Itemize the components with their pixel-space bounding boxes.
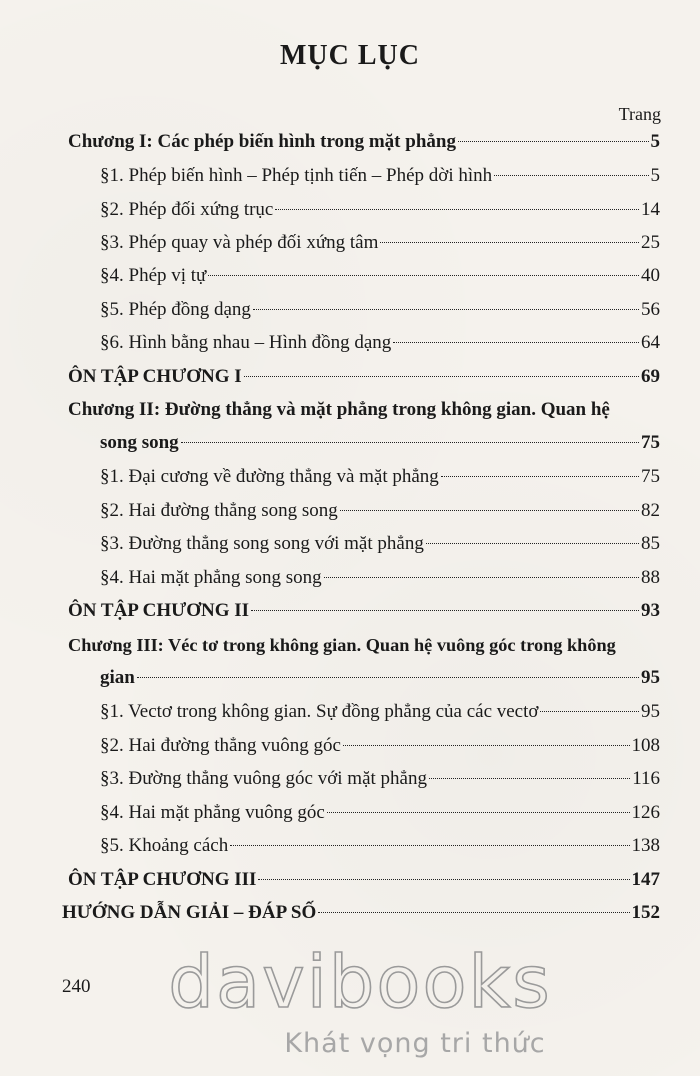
toc-entry-page: 75 (641, 466, 660, 487)
toc-entry-page: 88 (641, 567, 660, 588)
toc-entry-label: §5. Phép đồng dạng (100, 299, 251, 320)
toc-review-3 (68, 868, 660, 892)
toc-entry-label: §4. Phép vị tự (100, 265, 207, 286)
toc-chapter-2 (100, 431, 660, 455)
toc-entry-page: 108 (631, 735, 660, 756)
page-number: 240 (62, 976, 91, 997)
toc-entry-label: ÔN TẬP CHƯƠNG I (68, 366, 242, 387)
toc-entry-page: 85 (641, 533, 660, 554)
toc-entry-label: §4. Hai mặt phẳng song song (100, 567, 322, 588)
toc-entry-page: 116 (632, 768, 660, 789)
leader-dots (458, 141, 649, 142)
toc-entry-label: gian (100, 667, 135, 688)
toc-entry-page: 126 (631, 802, 660, 823)
toc-section (100, 231, 660, 255)
toc-entry-page: 93 (641, 600, 660, 621)
toc-review-2 (68, 599, 660, 623)
toc-entry-page: 5 (650, 131, 660, 152)
watermark-brand: davibooks (168, 940, 552, 1024)
toc-entry-page: 69 (641, 366, 660, 387)
leader-dots (258, 879, 629, 880)
toc-entry-page: 5 (650, 165, 660, 186)
toc-entry-label: Chương I: Các phép biến hình trong mặt phẳng (68, 131, 456, 152)
toc-entry-label: §6. Hình bằng nhau – Hình đồng dạng (100, 332, 392, 353)
toc-chapter-3-title: Chương III: Véc tơ trong không gian. Quan hệ vuông góc trong không (68, 635, 616, 655)
toc-entry-page: 40 (641, 265, 660, 286)
toc-section (100, 834, 660, 858)
toc-section (100, 264, 660, 288)
watermark-tagline: Khát vọng tri thức (284, 1028, 546, 1059)
toc-review-1 (68, 365, 660, 389)
toc-section (100, 298, 660, 322)
toc-chapter-2-title: Chương II: Đường thẳng và mặt phẳng trong không gian. Quan hệ (68, 399, 610, 420)
toc-entry-label: song song (100, 432, 179, 453)
toc-entry-page: 75 (641, 432, 660, 453)
leader-dots (137, 677, 639, 678)
toc-section (100, 700, 660, 724)
toc-entry-page: 95 (641, 667, 660, 688)
toc-chapter-3 (100, 666, 660, 690)
toc-entry-label: §2. Hai đường thẳng vuông góc (100, 735, 341, 756)
leader-dots (494, 175, 648, 176)
leader-dots (343, 745, 630, 746)
leader-dots (318, 912, 629, 913)
toc-section (100, 465, 660, 489)
toc-entry-page: 95 (641, 701, 660, 722)
leader-dots (380, 242, 639, 243)
page-title: MỤC LỤC (280, 40, 420, 71)
toc-section (100, 801, 660, 825)
leader-dots (230, 845, 629, 846)
toc-entry-label: ÔN TẬP CHƯƠNG III (68, 869, 257, 890)
leader-dots (244, 376, 639, 377)
toc-entry-page: 147 (631, 869, 660, 890)
toc-entry-label: §1. Vectơ trong không gian. Sự đồng phẳng của các vectơ (100, 701, 539, 722)
toc-chapter-1 (68, 130, 660, 154)
toc-entry-label: HƯỚNG DẪN GIẢI – ĐÁP SỐ (62, 902, 317, 923)
toc-section (100, 532, 660, 556)
toc-entry-label: §3. Phép quay và phép đối xứng tâm (100, 232, 379, 253)
leader-dots (429, 778, 630, 779)
toc-section (100, 164, 660, 188)
leader-dots (540, 711, 639, 712)
toc-section (100, 566, 660, 590)
toc-entry-page: 152 (631, 902, 660, 923)
leader-dots (393, 342, 639, 343)
toc-entry-label: §5. Khoảng cách (100, 835, 229, 856)
toc-entry-label: §3. Đường thẳng song song với mặt phẳng (100, 533, 424, 554)
toc-entry-label: ÔN TẬP CHƯƠNG II (68, 600, 250, 621)
toc-entry-label: §1. Đại cương về đường thẳng và mặt phẳng (100, 466, 439, 487)
leader-dots (208, 275, 639, 276)
leader-dots (251, 610, 639, 611)
leader-dots (441, 476, 639, 477)
toc-entry-page: 138 (631, 835, 660, 856)
toc-entry-page: 56 (641, 299, 660, 320)
toc-section (100, 331, 660, 355)
leader-dots (324, 577, 639, 578)
watermark (150, 940, 570, 1059)
toc-entry-page: 25 (641, 232, 660, 253)
leader-dots (327, 812, 630, 813)
leader-dots (426, 543, 639, 544)
toc-section (100, 767, 660, 791)
toc-entry-page: 14 (641, 199, 660, 220)
toc-entry-label: §4. Hai mặt phẳng vuông góc (100, 802, 325, 823)
leader-dots (340, 510, 639, 511)
toc-section (100, 499, 660, 523)
leader-dots (253, 309, 639, 310)
toc-entry-page: 64 (641, 332, 660, 353)
toc-entry-label: §1. Phép biến hình – Phép tịnh tiến – Phép dời hình (100, 165, 493, 186)
page-column-header: Trang (618, 104, 661, 124)
toc-section (100, 198, 660, 222)
toc-entry-label: §3. Đường thẳng vuông góc với mặt phẳng (100, 768, 427, 789)
toc-answers (62, 901, 660, 925)
leader-dots (181, 442, 639, 443)
toc-entry-label: §2. Hai đường thẳng song song (100, 500, 338, 521)
toc-entry-page: 82 (641, 500, 660, 521)
leader-dots (275, 209, 639, 210)
toc-entry-label: §2. Phép đối xứng trục (100, 199, 274, 220)
toc-section (100, 734, 660, 758)
